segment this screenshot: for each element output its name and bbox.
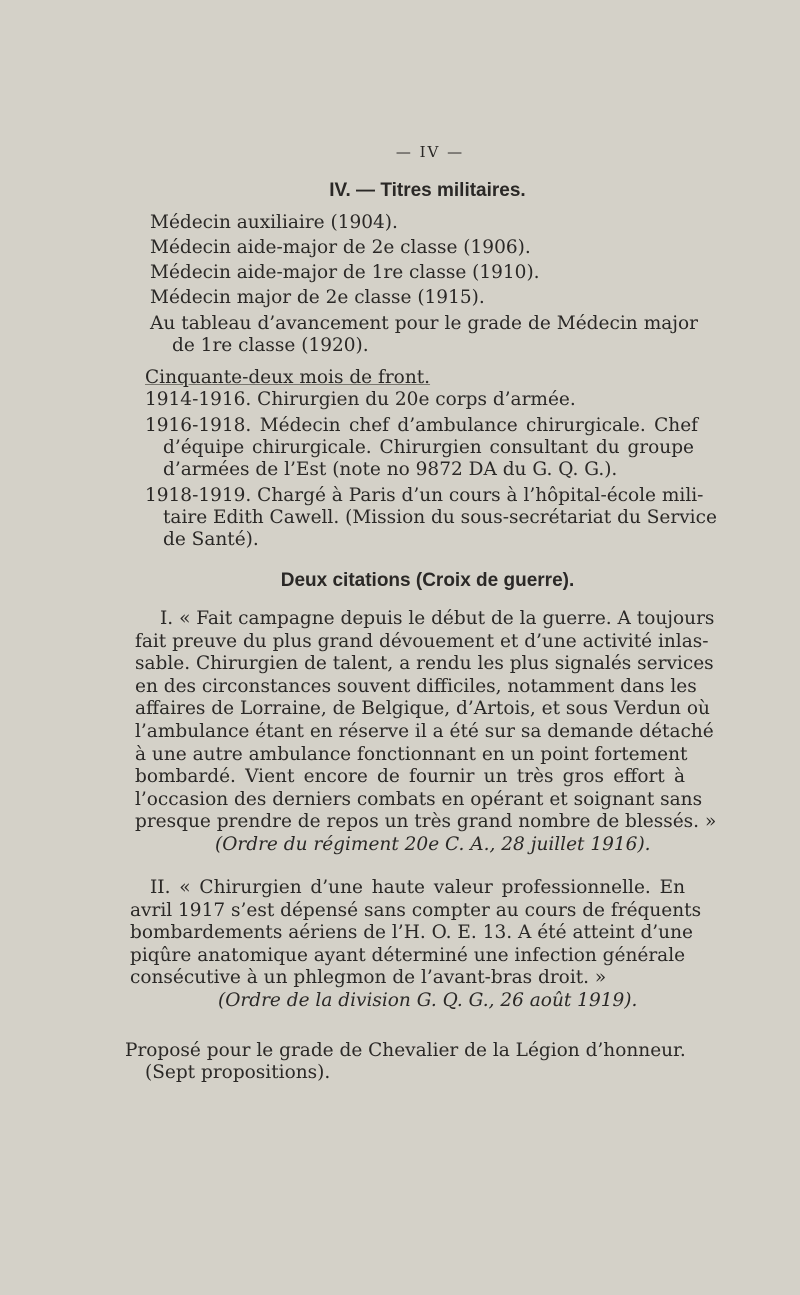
citation-first bbox=[135, 608, 717, 857]
citation-second bbox=[130, 877, 702, 1013]
entry-line: 1918-1919. Chargé à Paris d’un cours à l’hôpital-école mili- bbox=[145, 485, 704, 506]
entry-line: d’équipe chirurgicale. Chirurgien consultant du groupe bbox=[163, 437, 694, 458]
section-title: IV. — Titres militaires. bbox=[329, 180, 526, 201]
title-line: Médecin major de 2e classe (1915). bbox=[150, 287, 485, 308]
citation-line: à une autre ambulance fonctionnant en un point fortement bbox=[135, 743, 688, 765]
entry-line: de Santé). bbox=[163, 529, 259, 550]
citation-line: consécutive à un phlegmon de l’avant-bras droit. » bbox=[130, 967, 607, 989]
citation-line: en des circonstances souvent difficiles, notamment dans les bbox=[135, 675, 697, 697]
legion-proposal bbox=[125, 1040, 685, 1084]
entry-line: taire Edith Cawell. (Mission du sous-secrétariat du Service bbox=[163, 507, 717, 528]
front-heading: Cinquante-deux mois de front. bbox=[145, 367, 431, 388]
title-line: de 1re classe (1920). bbox=[172, 335, 369, 356]
title-line: Médecin aide-major de 1re classe (1910). bbox=[150, 262, 540, 283]
title-line: Au tableau d’avancement pour le grade de Médecin major bbox=[150, 313, 698, 334]
page-folio: — IV — bbox=[395, 143, 465, 161]
citation-source: (Ordre de la division G. Q. G., 26 août 1919). bbox=[218, 989, 638, 1011]
citation-line: bombardements aériens de l’H. O. E. 13. A été atteint d’une bbox=[130, 922, 693, 944]
citation-line: affaires de Lorraine, de Belgique, d’Artois, et sous Verdun où bbox=[135, 698, 710, 720]
citation-line: sable. Chirurgien de talent, a rendu les plus signalés services bbox=[135, 653, 714, 675]
titles-list bbox=[150, 212, 698, 357]
citation-line: I. « Fait campagne depuis le début de la guerre. A toujours bbox=[160, 608, 715, 629]
citation-line: avril 1917 s’est dépensé sans compter au cours de fréquents bbox=[130, 899, 702, 921]
title-line: Médecin aide-major de 2e classe (1906). bbox=[150, 237, 531, 258]
legion-line: Proposé pour le grade de Chevalier de la Légion d’honneur. bbox=[125, 1040, 686, 1061]
citations-heading: Deux citations (Croix de guerre). bbox=[280, 570, 575, 591]
front-entry bbox=[145, 415, 698, 481]
citation-line: bombardé. Vient encore de fournir un très gros effort à bbox=[135, 766, 685, 788]
citation-line: l’occasion des derniers combats en opérant et soignant sans bbox=[135, 788, 703, 810]
title-line: Médecin auxiliaire (1904). bbox=[150, 212, 398, 233]
citation-line: piqûre anatomique ayant déterminé une infection générale bbox=[130, 944, 686, 966]
legion-line: (Sept propositions). bbox=[145, 1062, 331, 1083]
entry-line: d’armées de l’Est (note no 9872 DA du G. Q. G.). bbox=[163, 459, 618, 480]
citation-line: fait preuve du plus grand dévouement et d’une activité inlas- bbox=[135, 630, 709, 652]
citation-line: presque prendre de repos un très grand nombre de blessés. » bbox=[135, 811, 717, 833]
front-entry bbox=[145, 485, 717, 551]
front-entry: 1914-1916. Chirurgien du 20e corps d’armée. bbox=[145, 389, 576, 410]
front-service bbox=[145, 367, 717, 551]
citation-line: II. « Chirurgien d’une haute valeur professionnelle. En bbox=[150, 877, 685, 898]
entry-line: 1916-1918. Médecin chef d’ambulance chirurgicale. Chef bbox=[145, 415, 698, 436]
citation-source: (Ordre du régiment 20e C. A., 28 juillet 1916). bbox=[215, 833, 651, 855]
citation-line: l’ambulance étant en réserve il a été sur sa demande détaché bbox=[135, 720, 714, 742]
